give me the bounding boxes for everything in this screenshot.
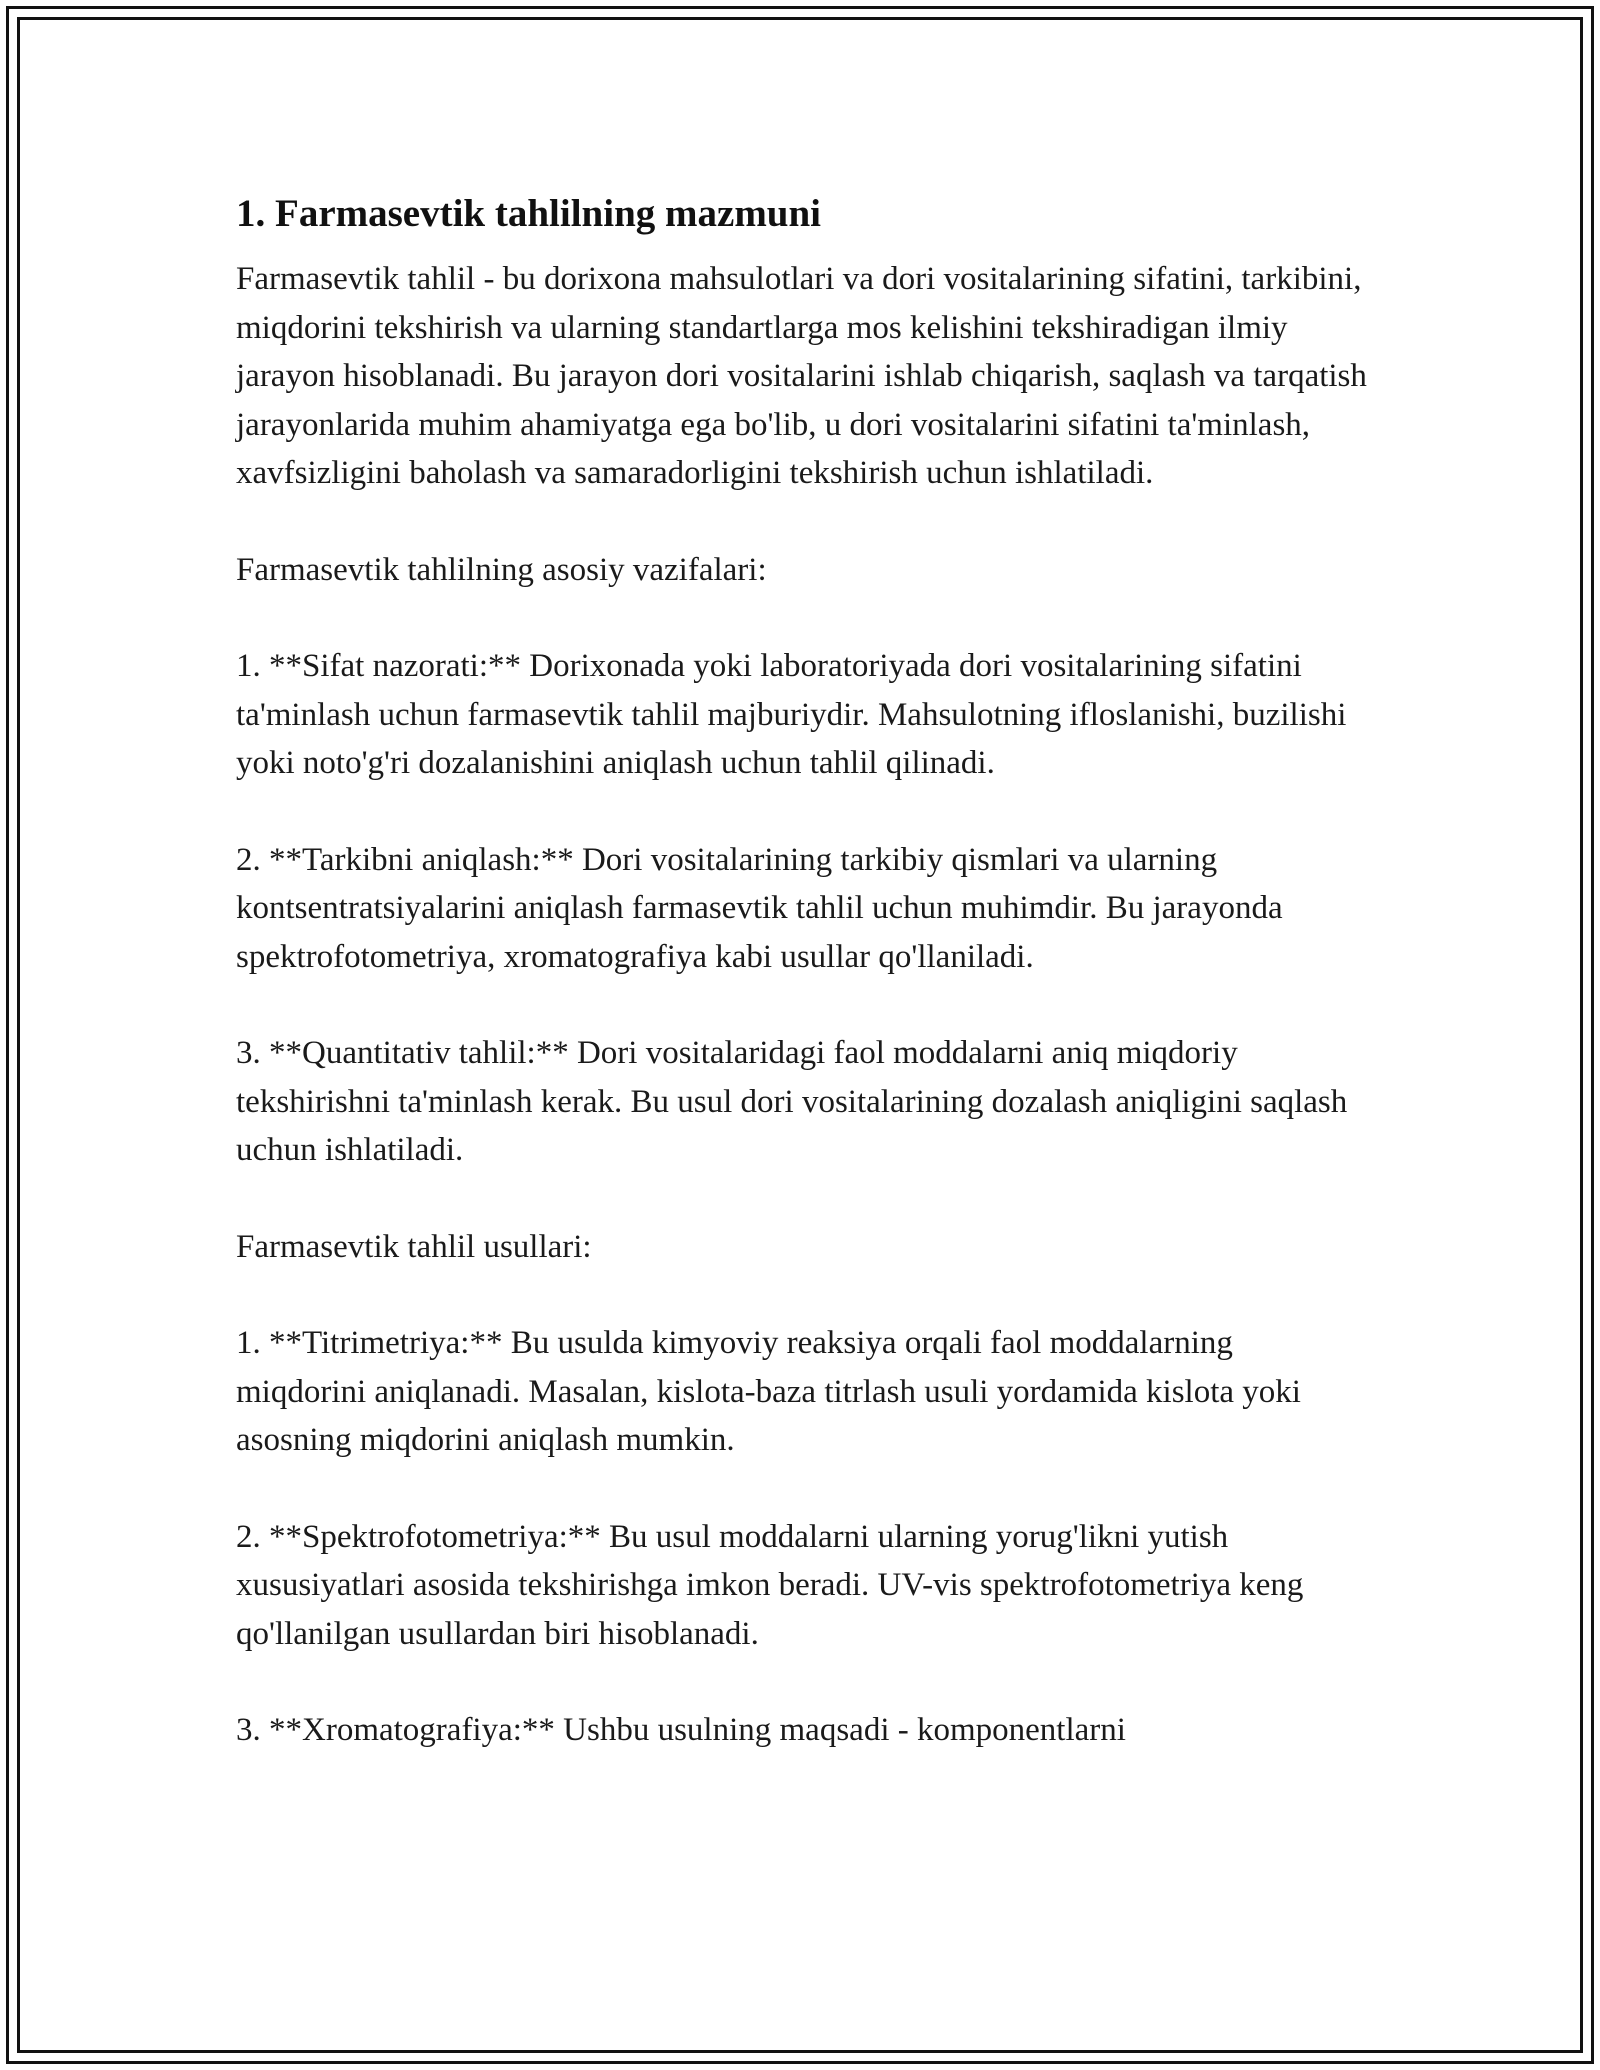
task-item-quality-control: 1. **Sifat nazorati:** Dorixonada yoki laboratoriyada dori vositalarining sifatini ta'minlash uchun farmasevtik tahlil majburiydir. Mahsulotning ifloslanishi, buzilishi yoki noto'g'ri dozalanishini aniqlash uchun tahlil qilinadi.: [236, 648, 1347, 781]
section-heading: 1. Farmasevtik tahlilning mazmuni: [236, 192, 822, 235]
method-item-chromatography: 3. **Xromatografiya:** Ushbu usulning maqsadi - komponentlarni: [236, 1712, 1126, 1748]
task-item-composition: 2. **Tarkibni aniqlash:** Dori vositalarining tarkibiy qismlari va ularning kontsentratsiyalarini aniqlash farmasevtik tahlil uchun muhimdir. Bu jarayonda spektrofotometriya, xromatografiya kabi usullar qo'llaniladi.: [236, 841, 1283, 975]
task-item-quantitative: 3. **Quantitativ tahlil:** Dori vositalaridagi faol moddalarni aniq miqdoriy tekshirishni ta'minlash kerak. Bu usul dori vositalarining dozalash aniqligini saqlash uchun ishlatiladi.: [236, 1035, 1348, 1168]
methods-heading: Farmasevtik tahlil usullari:: [236, 1228, 592, 1265]
intro-paragraph: Farmasevtik tahlil - bu dorixona mahsulotlari va dori vositalarining sifatini, tarkibini, miqdorini tekshirish va ularning standartlarga mos kelishini tekshiradigan ilmiy jarayon hisoblanadi. Bu jarayon dori vositalarini ishlab chiqarish, saqlash va tarqatish jarayonlarida muhim ahamiyatga ega bo'lib, u dori vositalarini sifatini ta'minlash, xavfsizligini baholash va samaradorligini tekshirish uchun ishlatiladi.: [236, 261, 1367, 491]
tasks-heading: Farmasevtik tahlilning asosiy vazifalari:: [236, 551, 767, 588]
method-item-spectrophotometry: 2. **Spektrofotometriya:** Bu usul moddalarni ularning yorug'likni yutish xususiyatlari asosida tekshirishga imkon beradi. UV-vis spektrofotometriya keng qo'llanilgan usullardan biri hisoblanadi.: [236, 1518, 1304, 1652]
method-item-titrimetry: 1. **Titrimetriya:** Bu usulda kimyoviy reaksiya orqali faol moddalarning miqdorini aniqlanadi. Masalan, kislota-baza titrlash usuli yordamida kislota yoki asosning miqdorini aniqlash mumkin.: [236, 1325, 1301, 1458]
document-body: [236, 187, 1370, 1803]
